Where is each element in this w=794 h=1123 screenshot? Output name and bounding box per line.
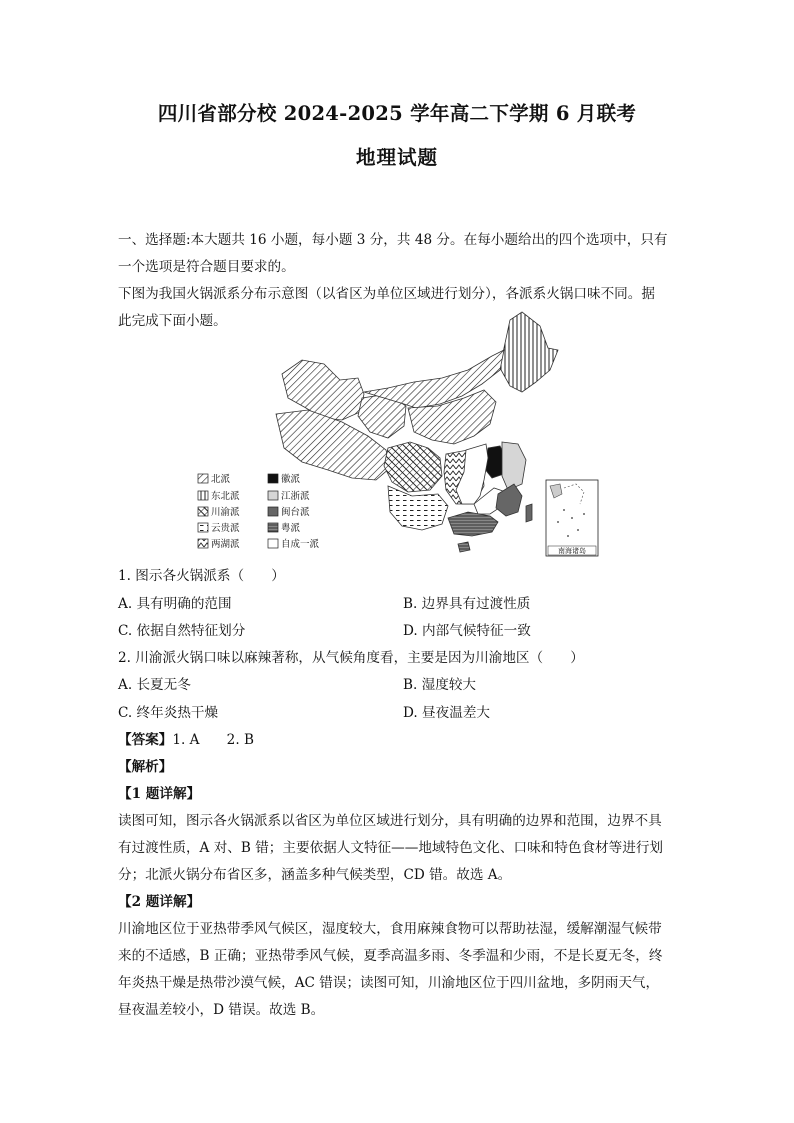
legend-label-chuanyu: 川渝派 bbox=[211, 507, 240, 518]
q1-detail-line: 分；北派火锅分布省区多，涵盖多种气候类型，CD 错。故选 A。 bbox=[118, 867, 512, 883]
exam-title: 四川省部分校 2024-2025 学年高二下学期 6 月联考 bbox=[157, 102, 637, 125]
map-region-mintai bbox=[496, 484, 522, 516]
map-region-yuepai bbox=[448, 512, 498, 536]
legend-label-dongbei: 东北派 bbox=[211, 491, 240, 502]
legend-label-lianghu: 两湖派 bbox=[211, 539, 240, 550]
map-region-dongbei bbox=[500, 312, 558, 392]
q1-option-c: C. 依据自然特征划分 bbox=[118, 623, 246, 639]
q1-stem: 1. 图示各火锅派系（ ） bbox=[118, 568, 285, 584]
q1-option-d: D. 内部气候特征一致 bbox=[403, 623, 531, 639]
legend-label-yungui: 云贵派 bbox=[211, 523, 240, 534]
q2-stem: 2. 川渝派火锅口味以麻辣著称，从气候角度看，主要是因为川渝地区（ ） bbox=[118, 650, 584, 666]
question-stem-intro-line1: 下图为我国火锅派系分布示意图（以省区为单位区域进行划分），各派系火锅口味不同。据 bbox=[118, 286, 655, 302]
answer-label: 【答案】 bbox=[118, 732, 173, 748]
map-region-yungui bbox=[388, 486, 448, 530]
question-stem-intro-line2: 此完成下面小题。 bbox=[118, 313, 227, 329]
south-china-sea-inset bbox=[546, 480, 598, 556]
q2-detail-line: 昼夜温差较小，D 错误。故选 B。 bbox=[118, 1002, 325, 1018]
map-region-hainan bbox=[458, 542, 470, 552]
legend-label-beipai: 北派 bbox=[211, 474, 231, 485]
q2-detail-line: 川渝地区位于亚热带季风气候区，湿度较大，食用麻辣食物可以帮助祛湿，缓解潮湿气候带 bbox=[118, 921, 662, 937]
q2-detail-line: 来的不适感，B 正确；亚热带季风气候，夏季高温多雨、冬季温和少雨，不是长夏无冬，终 bbox=[118, 948, 663, 964]
q2-option-d: D. 昼夜温差大 bbox=[403, 705, 491, 721]
section-instruction-line1: 一、选择题:本大题共 16 小题，每小题 3 分，共 48 分。在每小题给出的四个选项中，只有 bbox=[118, 232, 668, 248]
q2-detail-label: 【2 题详解】 bbox=[118, 894, 201, 910]
legend-label-yuepai: 粤派 bbox=[281, 523, 301, 534]
map-region-beipai-west bbox=[282, 360, 364, 420]
answer-line bbox=[118, 727, 254, 754]
analysis-label: 【解析】 bbox=[118, 759, 173, 775]
q1-option-b: B. 边界具有过渡性质 bbox=[403, 596, 531, 612]
legend-label-zicheng: 自成一派 bbox=[281, 539, 320, 550]
hotpot-distribution-map bbox=[192, 308, 602, 560]
q2-detail-line: 年炎热干燥是热带沙漠气候，AC 错误；读图可知，川渝地区位于四川盆地，多阴雨天气， bbox=[118, 975, 660, 991]
legend-label-jiangzhe: 江浙派 bbox=[281, 491, 310, 502]
map-region-chuanyu bbox=[384, 442, 442, 492]
legend-label-huipai: 徽派 bbox=[281, 474, 301, 485]
q1-detail-line: 读图可知，图示各火锅派系以省区为单位区域进行划分，具有明确的边界和范围，边界不具 bbox=[118, 813, 662, 829]
answer-value: 1. A 2. B bbox=[172, 732, 254, 748]
map-region-taiwan bbox=[526, 504, 532, 522]
q1-detail-line: 有过渡性质，A 对、B 错；主要依据人文特征——地域特色文化、口味和特色食材等进行划 bbox=[118, 840, 664, 856]
q1-option-a: A. 具有明确的范围 bbox=[118, 596, 232, 612]
map-region-jiangzhe bbox=[502, 442, 526, 490]
exam-subtitle: 地理试题 bbox=[355, 146, 438, 169]
q1-detail-label: 【1 题详解】 bbox=[118, 786, 201, 802]
map-legend bbox=[198, 473, 320, 550]
section-instruction-line2: 一个选项是符合题目要求的。 bbox=[118, 259, 295, 275]
q2-option-a: A. 长夏无冬 bbox=[118, 677, 191, 693]
q2-option-b: B. 湿度较大 bbox=[403, 677, 477, 693]
inset-label: 南海诸岛 bbox=[558, 547, 586, 555]
legend-label-mintai: 闽台派 bbox=[281, 507, 310, 518]
q2-option-c: C. 终年炎热干燥 bbox=[118, 705, 219, 721]
